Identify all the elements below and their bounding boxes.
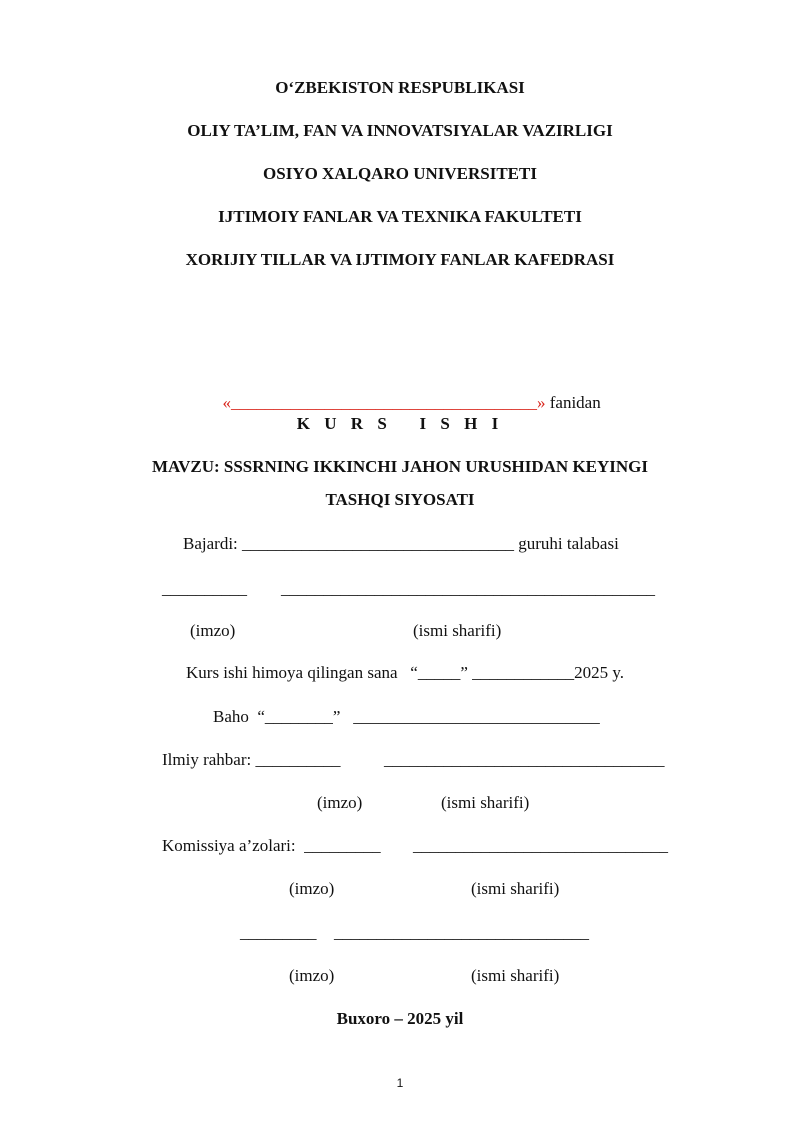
supervisor-name-label: (ismi sharifi) bbox=[441, 793, 530, 812]
commission-line: Komissiya a’zolari: _________ bbox=[162, 836, 381, 855]
supervisor-name-line: _________________________________ bbox=[384, 750, 665, 769]
subject-line bbox=[214, 370, 601, 414]
defense-date-line: Kurs ishi himoya qilingan sana “_____” ____________2025 y. bbox=[186, 663, 625, 682]
place-year: Buxoro – 2025 yil bbox=[336, 1009, 464, 1028]
student-sign-line: __________ bbox=[162, 579, 247, 598]
topic-line-2: TASHQI SIYOSATI bbox=[325, 490, 475, 509]
subject-close-quote: » bbox=[537, 393, 546, 412]
page-number: 1 bbox=[396, 1076, 404, 1090]
subject-suffix: fanidan bbox=[545, 393, 601, 412]
subject-open-quote: « bbox=[222, 393, 231, 412]
student-line: Bajardi: ________________________________ guruhi talabasi bbox=[183, 534, 619, 553]
student-name-label: (ismi sharifi) bbox=[413, 621, 502, 640]
department-title: XORIJIY TILLAR VA IJTIMOIY FANLAR KAFEDRASI bbox=[185, 250, 615, 269]
subject-blank[interactable]: ____________________________________ bbox=[231, 393, 537, 412]
supervisor-line: Ilmiy rahbar: __________ bbox=[162, 750, 341, 769]
commission-name-label-2: (ismi sharifi) bbox=[471, 966, 560, 985]
faculty-title: IJTIMOIY FANLAR VA TEXNIKA FAKULTETI bbox=[218, 207, 582, 226]
student-name-line: ____________________________________________ bbox=[281, 579, 655, 598]
university-title: OSIYO XALQARO UNIVERSITETI bbox=[263, 164, 537, 183]
student-sign-label: (imzo) bbox=[190, 621, 236, 640]
topic-line-1: MAVZU: SSSRNING IKKINCHI JAHON URUSHIDAN KEYINGI bbox=[151, 457, 649, 476]
republic-title: O‘ZBEKISTON RESPUBLIKASI bbox=[275, 78, 525, 97]
commission-name-line-2: ______________________________ bbox=[334, 923, 589, 942]
ministry-title: OLIY TA’LIM, FAN VA INNOVATSIYALAR VAZIRLIGI bbox=[187, 121, 613, 140]
grade-line: Baho “________” _____________________________ bbox=[213, 707, 600, 726]
work-type-title: K U R S I S H I bbox=[296, 414, 504, 433]
commission-sign-label-1: (imzo) bbox=[289, 879, 335, 898]
commission-name-line: ______________________________ bbox=[413, 836, 668, 855]
commission-name-label-1: (ismi sharifi) bbox=[471, 879, 560, 898]
commission-sign-label-2: (imzo) bbox=[289, 966, 335, 985]
commission-sign-line-2: _________ bbox=[240, 923, 317, 942]
supervisor-sign-label: (imzo) bbox=[317, 793, 363, 812]
